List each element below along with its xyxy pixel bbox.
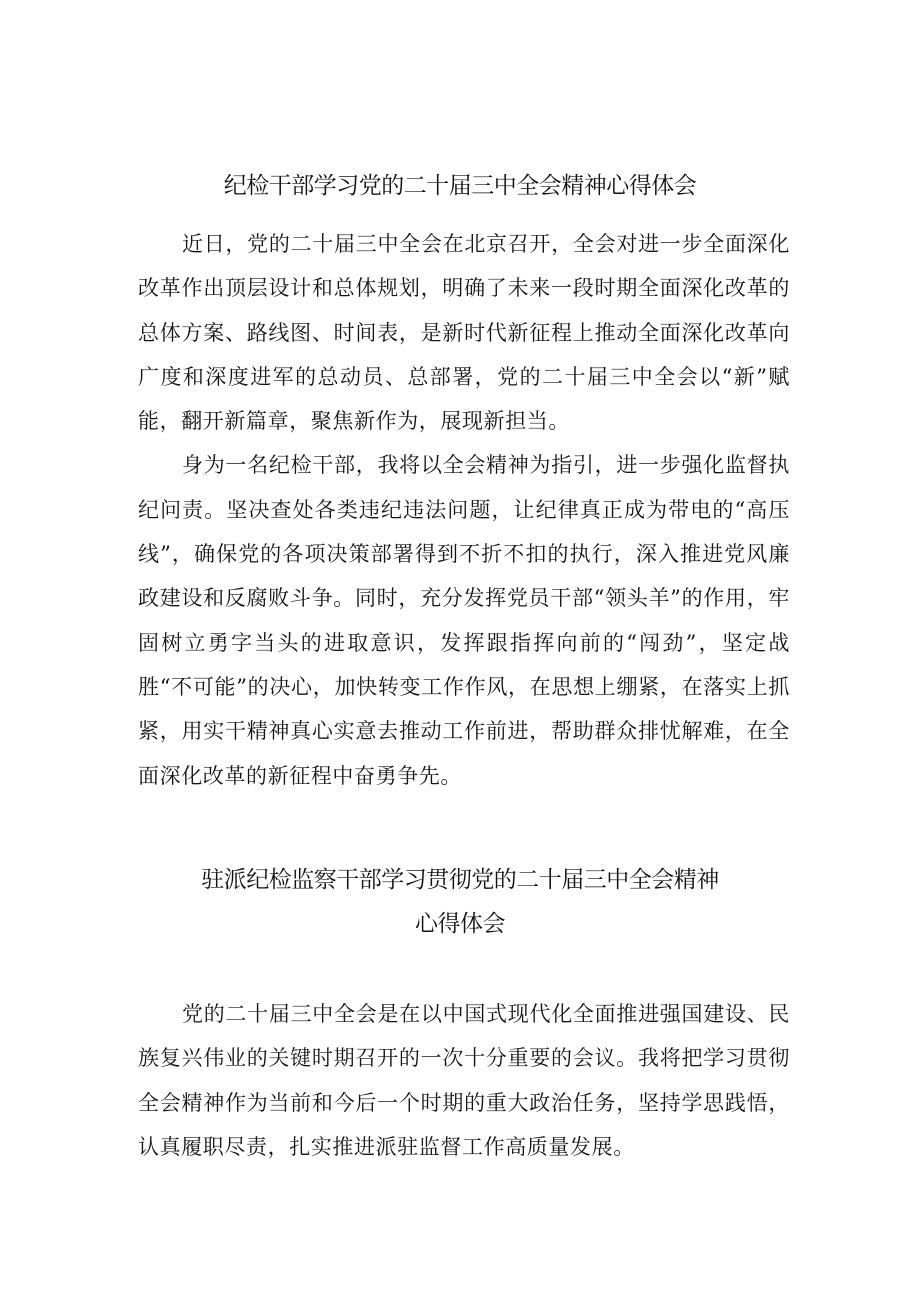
article1-paragraph-2: 身为一名纪检干部，我将以全会精神为指引，进一步强化监督执纪问责。坚决查处各类违纪违法问题，让纪律真正成为带电的“高压线”，确保党的各项决策部署得到不折不扣的执行，深入推进党风廉政建设和反腐败斗争。同时，充分发挥党员干部“领头羊”的作用，牢固树立勇字当头的进取意识，发挥跟指挥向前的“闯劲”，坚定战胜“不可能”的决心，加快转变工作作风，在思想上绷紧，在落实上抓紧，用实干精神真心实意去推动工作前进，帮助群众排忧解难，在全面深化改革的新征程中奋勇争先。 [138, 453, 790, 788]
article2-title-line1: 驻派纪检监察干部学习贯彻党的二十届三中全会精神 [201, 867, 719, 893]
article2-paragraph-1: 党的二十届三中全会是在以中国式现代化全面推进强国建设、民族复兴伟业的关键时期召开的一次十分重要的会议。我将把学习贯彻全会精神作为当前和今后一个时期的重大政治任务，坚持学思践悟，认真履职尽责，扎实推进派驻监督工作高质量发展。 [138, 1002, 790, 1159]
article1-body [138, 222, 790, 798]
article1-paragraph-1: 近日，党的二十届三中全会在北京召开，全会对进一步全面深化改革作出顶层设计和总体规划，明确了未来一段时期全面深化改革的总体方案、路线图、时间表，是新时代新征程上推动全面深化改革向广度和深度进军的总动员、总部署，党的二十届三中全会以“新”赋能，翻开新篇章，聚焦新作为，展现新担当。 [138, 232, 790, 434]
article2-title-line2: 心得体会 [415, 911, 505, 937]
article2-body [138, 992, 790, 1169]
article1-title: 纪检干部学习党的二十届三中全会精神心得体会 [223, 173, 697, 199]
article2-title [130, 858, 790, 946]
